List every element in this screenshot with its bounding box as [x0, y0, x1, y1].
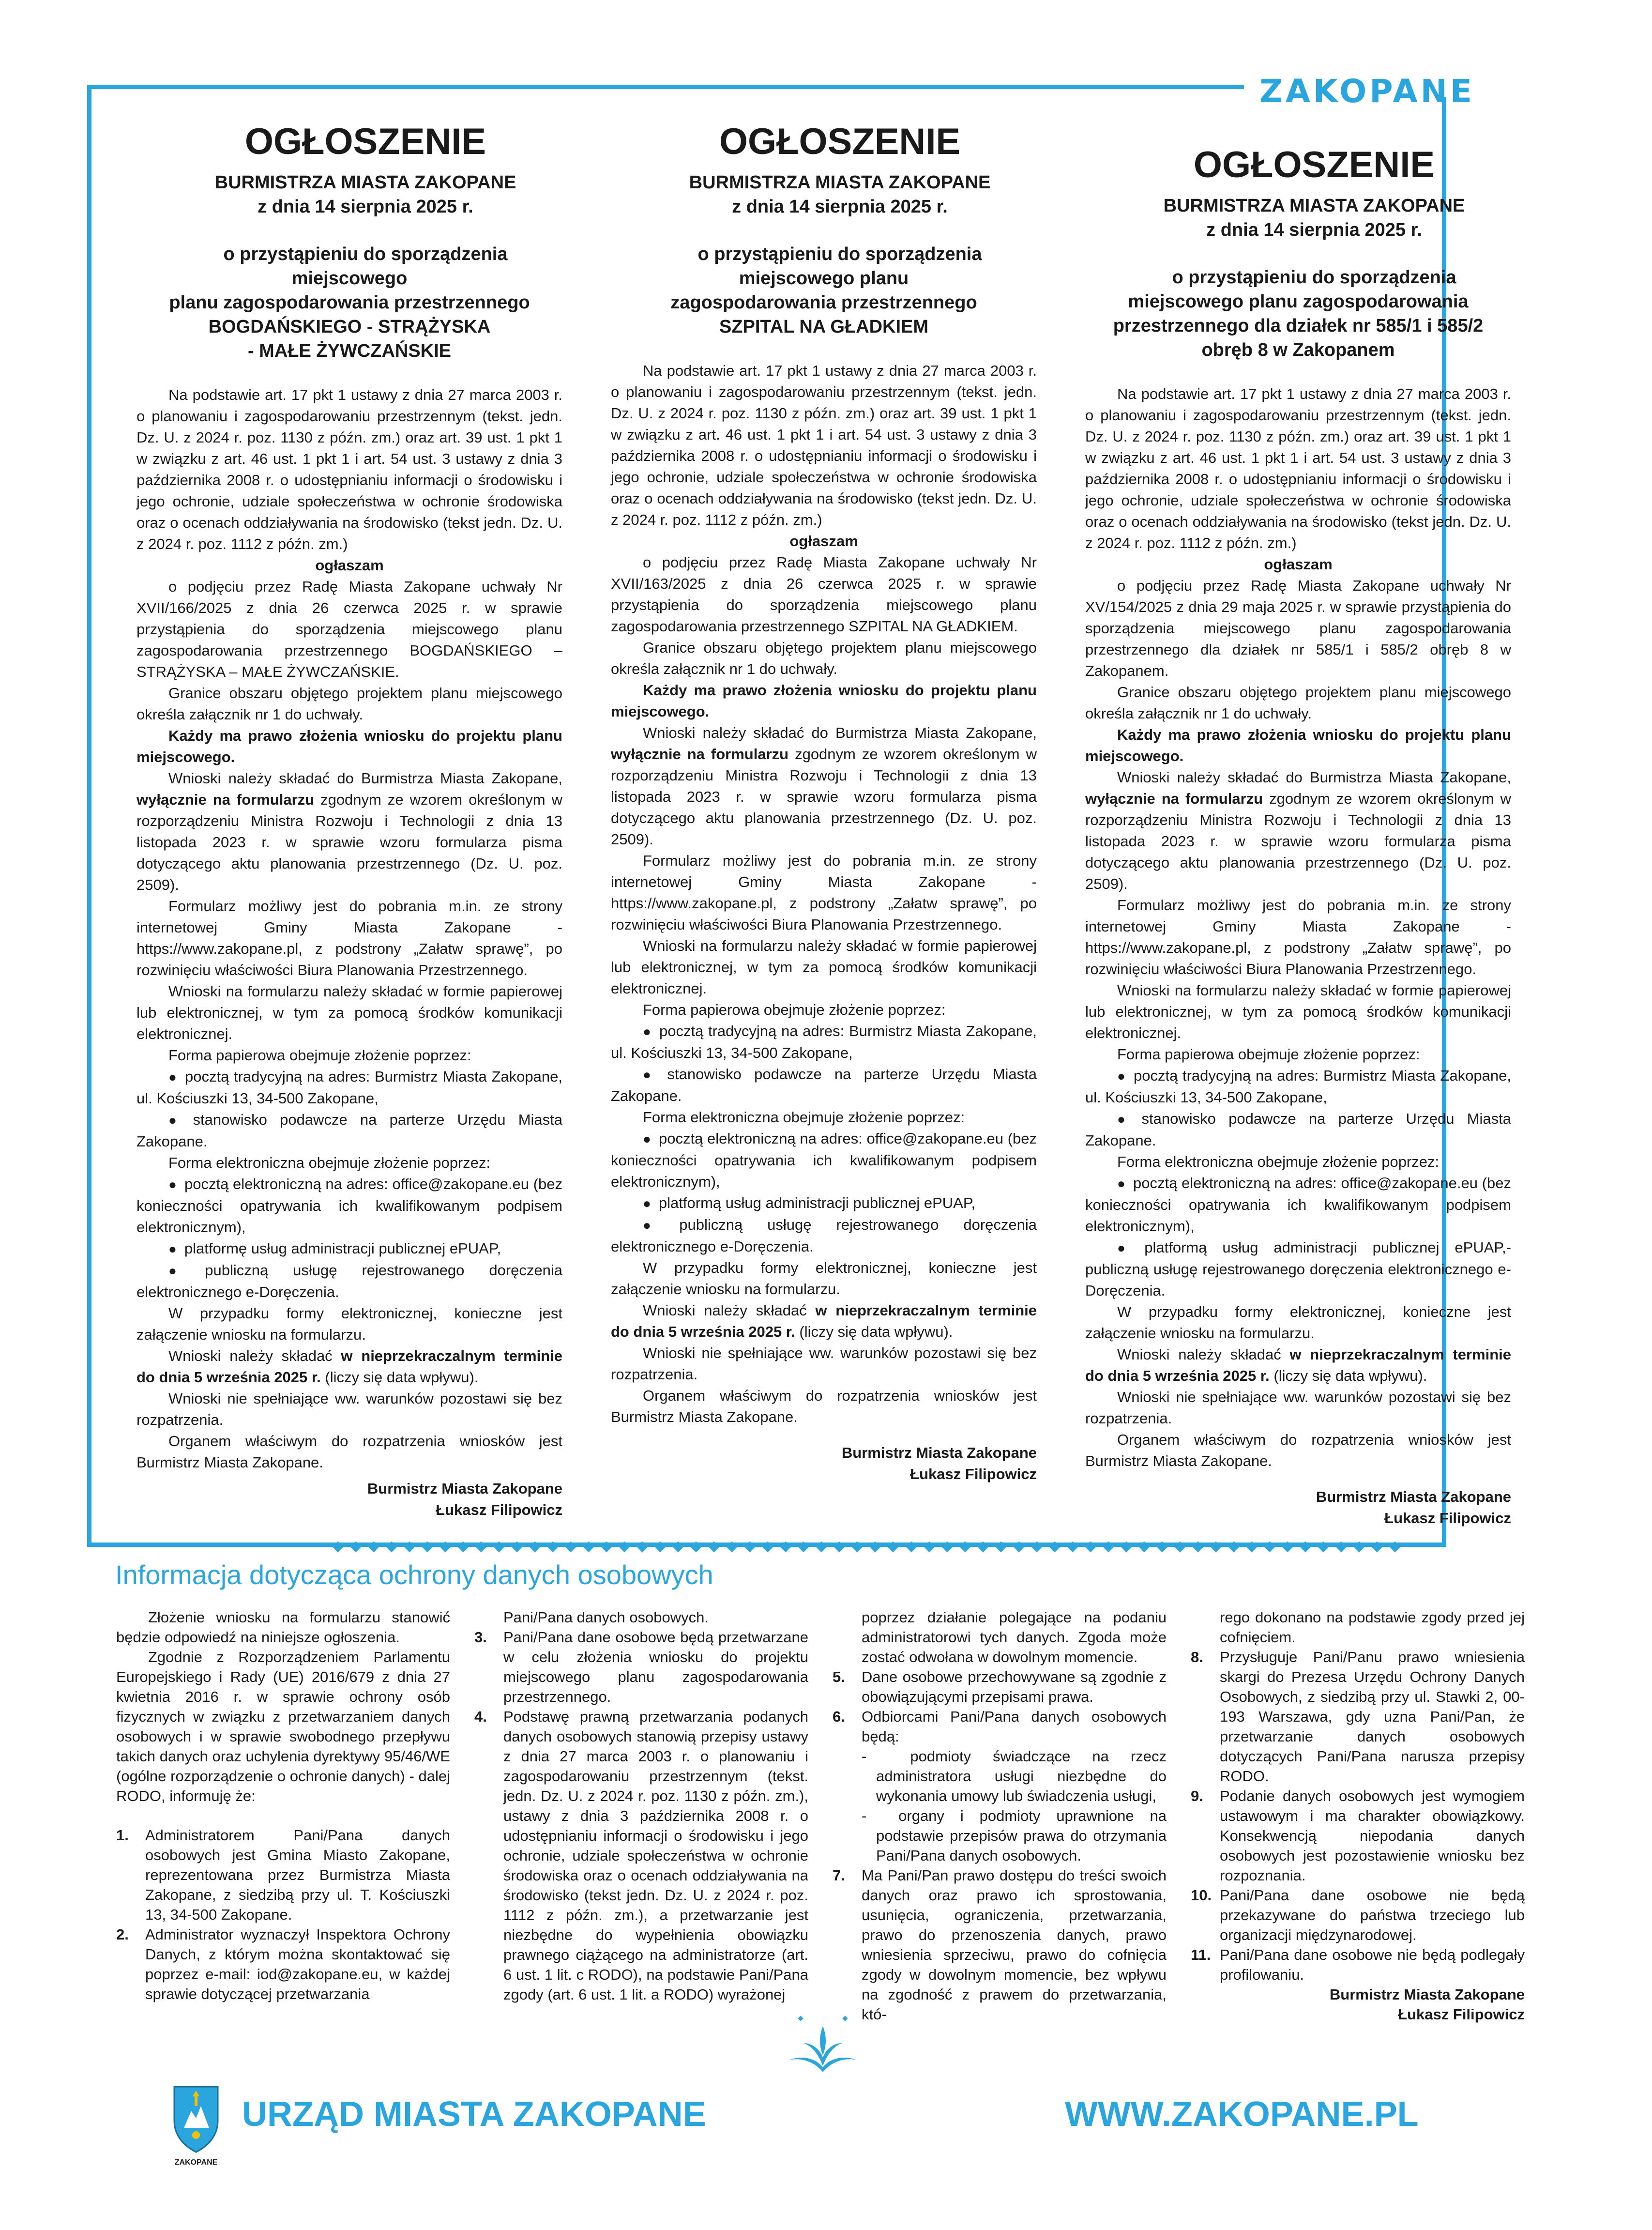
announcement-title: OGŁOSZENIE — [719, 121, 961, 162]
gdpr-intro: Złożenie wniosku na formularzu stanowić będzie odpowiedź na niniejsze ogłoszenia. — [116, 1609, 450, 1646]
paper-heading: Forma papierowa obejmuje złożenie poprzez: — [643, 1001, 946, 1018]
item-number: 4. — [474, 1708, 487, 1725]
gdpr-item — [116, 1925, 450, 2004]
divider-diamond — [762, 1542, 773, 1553]
gdpr-continuation: Pani/Pana danych osobowych. — [503, 1609, 709, 1626]
item-text: Administrator wyznaczył Inspektora Ochrony Danych, z którym można skontaktować się poprzez e-mail: iod@zakopane.eu, w każdej sprawie dotyczącej przetwarzania — [145, 1926, 450, 2002]
form-type-text: Wnioski na formularzu należy składać w formie papierowej lub elektronicznej, w tym za pomocą środków komunikacji elektronicznej. — [611, 937, 1037, 997]
electronic-note: W przypadku formy elektronicznej, konieczne jest załączenie wniosku na formularzu. — [611, 1259, 1037, 1298]
legal-basis: Na podstawie art. 17 pkt 1 ustawy z dnia 27 marca 2003 r. o planowaniu i zagospodarowaniu przestrzennym (tekst. jedn. Dz. U. z 2024 r. poz. 1130 z późn. zm.) oraz art. 39 ust. 1 pkt 1 w związku z art. 46 ust. 1 pkt 1 i art. 54 ust. 3 ustawy z dnia 3 października 2008 r. o udostępnianiu informacji o środowisku i jego ochronie, udziale społeczeństwa w ochronie środowiska oraz o ocenach oddziaływania na środowisko (tekst jedn. Dz. U. z 2024 r. poz. 1112 z późn. zm.) — [611, 362, 1037, 528]
divider-diamond — [816, 1542, 827, 1553]
boundaries-text: Granice obszaru objętego projektem planu miejscowego określa załącznik nr 1 do uchwały. — [611, 639, 1037, 677]
announcement-date: z dnia 14 sierpnia 2025 r. — [258, 197, 473, 217]
signature-name: Łukasz Filipowicz — [436, 1501, 562, 1518]
divider-diamond — [888, 1542, 899, 1553]
announcement-header — [1085, 143, 1511, 362]
submit-a: Wnioski należy składać do Burmistrza Miasta Zakopane, — [643, 724, 1037, 741]
legal-basis: Na podstawie art. 17 pkt 1 ustawy z dnia 27 marca 2003 r. o planowaniu i zagospodarowaniu przestrzennym (tekst. jedn. Dz. U. z 2024 r. poz. 1130 z późn. zm.) oraz art. 39 ust. 1 pkt 1 w związku z art. 46 ust. 1 pkt 1 i art. 54 ust. 3 ustawy z dnia 3 października 2008 r. o udostępnianiu informacji o środowisku i jego ochronie, udziale społeczeństwa w ochronie środowiska oraz o ocenach oddziaływania na środowisko (tekst jedn. Dz. U. z 2024 r. poz. 1112 z późn. zm.) — [136, 386, 562, 552]
footer-website[interactable]: WWW.ZAKOPANE.PL — [1065, 2095, 1419, 2134]
electronic-item: ● pocztą elektroniczną na adres: office@zakopane.eu (bez konieczności opatrywania ich kwalifikowanym podpisem elektronicznym), — [136, 1174, 562, 1238]
item-text: Pani/Pana dane osobowe nie będą podlegały profilowaniu. — [1220, 1946, 1525, 1983]
form-type-text: Wnioski na formularzu należy składać w formie papierowej lub elektronicznej, w tym za pomocą środków komunikacji elektronicznej. — [1085, 982, 1511, 1041]
electronic-note: W przypadku formy elektronicznej, konieczne jest załączenie wniosku na formularzu. — [1085, 1303, 1511, 1342]
divider-diamond — [1300, 1542, 1311, 1553]
divider-diamond — [422, 1542, 433, 1553]
electronic-item: ● pocztą elektroniczną na adres: office@zakopane.eu (bez konieczności opatrywania ich kwalifikowanym podpisem elektronicznym), — [611, 1128, 1037, 1192]
electronic-heading: Forma elektroniczna obejmuje złożenie poprzez: — [1117, 1153, 1440, 1170]
paper-item: ● stanowisko podawcze na parterze Urzędu Miasta Zakopane. — [611, 1064, 1037, 1107]
boundaries-text: Granice obszaru objętego projektem planu miejscowego określa załącznik nr 1 do uchwały. — [136, 685, 562, 723]
paper-item: ● pocztą tradycyjną na adres: Burmistrz Miasta Zakopane, ul. Kościuszki 13, 34-500 Zakopane, — [136, 1066, 562, 1109]
divider-diamond — [977, 1542, 988, 1553]
divider-diamond — [1228, 1542, 1239, 1553]
subject-line: BOGDAŃSKIEGO - STRĄŻYSKA — [208, 317, 491, 337]
recipient-text: organy i podmioty uprawnione na podstawie przepisów prawa do otrzymania Pani/Pana danych osobowych. — [876, 1807, 1167, 1864]
item-number: 9. — [1191, 1787, 1203, 1804]
item-text: Przysługuje Pani/Panu prawo wniesienia skargi do Prezesa Urzędu Ochrony Danych Osobowych, z siedzibą przy ul. Stawki 2, 00-193 Warszawa, gdy uzna Pani/Pan, że przetwarzanie danych osobowych dotyczących Pani/Pana narusza przepisy RODO. — [1220, 1649, 1525, 1785]
divider-diamond — [1390, 1542, 1401, 1553]
divider-diamond — [1121, 1542, 1132, 1553]
signature-title: Burmistrz Miasta Zakopane — [1329, 1986, 1525, 2003]
deadline-text — [136, 1345, 562, 1388]
subject-line: miejscowego planu zagospodarowania — [1128, 291, 1469, 312]
form-text: Formularz możliwy jest do pobrania m.in. ze strony internetowej Gminy Miasta Zakopane - https://www.zakopane.pl, z podstrony „Załatw sprawę”, po rozwinięciu właściwości Biura Planowania Przestrzennego. — [1085, 897, 1511, 978]
divider-diamond — [1372, 1542, 1383, 1553]
subject-line: - MAŁE ŻYWCZAŃSKIE — [247, 341, 452, 361]
submit-c: zgodnym ze wzorem określonym w rozporządzeniu Ministra Rozwoju i Technologii z dnia 13 listopada 2023 r. w sprawie wzoru formularza pisma dotyczącego aktu planowania przestrzennego (Dz. U. poz. 2509). — [611, 746, 1037, 848]
electronic-item: ● pocztą elektroniczną na adres: office@zakopane.eu (bez konieczności opatrywania ich kwalifikowanym podpisem elektronicznym), — [1085, 1173, 1511, 1237]
submit-text — [136, 768, 562, 896]
subject-line: obręb 8 w Zakopanem — [1201, 340, 1395, 360]
item-text: Podstawę prawną przetwarzania podanych danych osobowych stanowią przepisy ustawy z dnia 27 marca 2003 r. o planowaniu i zagospodarowaniu przestrzennym (tekst. jedn. Dz. U. z 2024 r. poz. 1130 z późn. zm.), ustawy z dnia 3 października 2008 r. o udostępnianiu informacji o środowisku i jego ochronie, udziale społeczeństwa w ochronie środowiska oraz o ocenach oddziaływania na środowisko (tekst jedn. Dz. U. z 2024 r. poz. 1112 z późn. zm.), a przetwarzanie jest niezbędne do wypełnienia obowiązku prawnego ciążącego na administratorze (art. 6 ust. 1 lit. c RODO), na podstawie Pani/Pana zgody (art. 6 ust. 1 lit. a RODO) wyrażonej — [503, 1708, 808, 2003]
item-text: Podanie danych osobowych jest wymogiem ustawowym i ma charakter obowiązkowy. Konsekwencją niepodania danych osobowych jest pozostawienie wniosku bez rozpoznania. — [1220, 1787, 1525, 1884]
divider-diamond — [1085, 1542, 1096, 1553]
electronic-heading: Forma elektroniczna obejmuje złożenie poprzez: — [643, 1109, 965, 1126]
subject-line: przestrzennego dla działek nr 585/1 i 585/2 — [1113, 316, 1484, 336]
item-text: Pani/Pana dane osobowe będą przetwarzane w celu złożenia wniosku do projektu miejscowego planu zagospodarowania przestrzennego. — [503, 1629, 808, 1705]
announcement-date: z dnia 14 sierpnia 2025 r. — [732, 197, 948, 217]
gdpr-continuation: poprzez działanie polegające na podaniu administratorowi tych danych. Zgoda może zostać odwołana w dowolnym momencie. — [862, 1609, 1167, 1665]
divider-diamond — [959, 1542, 970, 1553]
gdpr-column-2 — [474, 1607, 808, 2004]
submit-a: Wnioski należy składać do Burmistrza Miasta Zakopane, — [1117, 769, 1511, 786]
divider-diamond — [1031, 1542, 1042, 1553]
divider-diamond — [924, 1542, 935, 1553]
divider-diamond — [386, 1542, 397, 1553]
divider-diamond — [440, 1542, 451, 1553]
signature-title: Burmistrz Miasta Zakopane — [1316, 1488, 1511, 1505]
divider-diamond — [565, 1542, 576, 1553]
announce-word: ogłaszam — [315, 557, 384, 574]
divider-diamond — [1192, 1542, 1203, 1553]
signature-name: Łukasz Filipowicz — [910, 1466, 1037, 1482]
item-text: Odbiorcami Pani/Pana danych osobowych będą: — [862, 1708, 1167, 1745]
gdpr-item — [116, 1825, 450, 1925]
divider-diamond — [368, 1542, 379, 1553]
announcement-2 — [611, 120, 1037, 1485]
submit-text — [611, 722, 1037, 850]
subject-line: o przystąpieniu do sporządzenia — [697, 244, 982, 264]
announcement-subject — [611, 242, 1037, 339]
announce-word: ogłaszam — [1264, 556, 1333, 573]
subject-line: SZPITAL NA GŁADKIEM — [719, 317, 929, 337]
item-text: Dane osobowe przechowywane są zgodnie z obowiązującymi przepisami prawa. — [862, 1668, 1167, 1705]
right-text: Każdy ma prawo złożenia wniosku do projektu planu miejscowego. — [611, 682, 1037, 720]
divider-diamond — [1282, 1542, 1293, 1553]
subject-line: o przystąpieniu do sporządzenia miejscowego — [223, 244, 508, 289]
deadline-c: (liczy się data wpływu). — [799, 1323, 953, 1340]
divider-diamond — [458, 1542, 469, 1553]
crest-caption: ZAKOPANE — [174, 2158, 218, 2167]
paper-item: ● stanowisko podawcze na parterze Urzędu Miasta Zakopane. — [1085, 1108, 1511, 1151]
authority-text: Organem właściwym do rozpatrzenia wniosków jest Burmistrz Miasta Zakopane. — [611, 1387, 1037, 1425]
form-type-text: Wnioski na formularzu należy składać w formie papierowej lub elektronicznej, w tym za pomocą środków komunikacji elektronicznej. — [136, 983, 562, 1042]
divider-diamond — [1246, 1542, 1257, 1553]
deadline-text — [1085, 1344, 1511, 1387]
submit-c: zgodnym ze wzorem określonym w rozporządzeniu Ministra Rozwoju i Technologii z dnia 13 listopada 2023 r. w sprawie wzoru formularza pisma dotyczącego aktu planowania przestrzennego (Dz. U. poz. 2509). — [136, 791, 562, 893]
submit-text — [1085, 767, 1511, 895]
invalid-text: Wnioski nie spełniające ww. warunków pozostawi się bez rozpatrzenia. — [611, 1344, 1037, 1383]
subject-line: planu zagospodarowania przestrzennego — [169, 292, 530, 313]
divider-diamond — [906, 1542, 917, 1553]
recipient-item: - podmioty świadczące na rzecz administratora usługi niezbędne do wykonania umowy lub świadczenia usługi, — [862, 1748, 1167, 1804]
divider-diamond — [941, 1542, 953, 1553]
electronic-item: ● publiczną usługę rejestrowanego doręczenia elektronicznego e-Doręczenia. — [136, 1260, 562, 1303]
divider-diamond — [1067, 1542, 1078, 1553]
gdpr-item — [833, 1707, 1167, 1746]
resolution-text: o podjęciu przez Radę Miasta Zakopane uchwały Nr XVII/163/2025 z dnia 26 czerwca 2025 r. w sprawie przystąpienia do sporządzenia miejscowego planu zagospodarowania przestrzennego SZPITAL NA GŁADKIEM. — [611, 554, 1037, 635]
zakopane-logo: ZAKOPANE — [1259, 73, 1475, 110]
diamond-divider — [334, 1540, 1399, 1554]
deadline-b: w nieprzekraczalnym terminie do dnia 5 września 2025 r. — [136, 1347, 562, 1386]
divider-diamond — [404, 1542, 415, 1553]
item-text: Administratorem Pani/Pana danych osobowych jest Gmina Miasto Zakopane, reprezentowana przez Burmistrza Miasta Zakopane, z siedzibą przy ul. T. Kościuszki 13, 34-500 Zakopane. — [145, 1827, 450, 1923]
divider-diamond — [547, 1542, 559, 1553]
gdpr-item — [833, 1667, 1167, 1707]
divider-diamond — [1318, 1542, 1329, 1553]
gdpr-intro: Zgodnie z Rozporządzeniem Parlamentu Europejskiego i Rady (UE) 2016/679 z dnia 27 kwietnia 2016 r. w sprawie ochrony osób fizycznych w związku z przetwarzaniem danych osobowych i w sprawie swobodnego przepływu takich danych oraz uchylenia dyrektywy 95/46/WE (ogólne rozporządzenie o ochronie danych) - dalej RODO, informuję że: — [116, 1649, 450, 1804]
electronic-item: ● platformą usług administracji publicznej ePUAP, — [611, 1192, 1037, 1214]
deadline-b: w nieprzekraczalnym terminie do dnia 5 września 2025 r. — [611, 1302, 1037, 1340]
divider-diamond — [333, 1542, 344, 1553]
divider-diamond — [1049, 1542, 1060, 1553]
gdpr-title: Informacja dotycząca ochrony danych osobowych — [115, 1559, 713, 1590]
submit-a: Wnioski należy składać do Burmistrza Miasta Zakopane, — [168, 770, 562, 787]
divider-diamond — [673, 1542, 684, 1553]
divider-diamond — [1264, 1542, 1275, 1553]
divider-diamond — [691, 1542, 702, 1553]
announcement-title: OGŁOSZENIE — [244, 121, 486, 162]
electronic-item: ● publiczną usługę rejestrowanego doręczenia elektronicznego e-Doręczenia. — [611, 1214, 1037, 1257]
subject-line: zagospodarowania przestrzennego — [670, 292, 977, 313]
right-text: Każdy ma prawo złożenia wniosku do projektu planu miejscowego. — [1085, 726, 1511, 764]
deadline-b: w nieprzekraczalnym terminie do dnia 5 września 2025 r. — [1085, 1346, 1511, 1384]
divider-diamond — [798, 1542, 809, 1553]
gdpr-item — [474, 1707, 808, 2004]
item-text: Pani/Pana dane osobowe nie będą przekazywane do państwa trzeciego lub organizacji międzynarodowej. — [1220, 1887, 1525, 1943]
item-number: 7. — [833, 1867, 845, 1884]
announcement-issuer: BURMISTRZA MIASTA ZAKOPANE — [214, 172, 516, 193]
resolution-text: o podjęciu przez Radę Miasta Zakopane uchwały Nr XVII/166/2025 z dnia 26 czerwca 2025 r. w sprawie przystąpienia do sporządzenia miejscowego planu zagospodarowania przestrzennego BOGDAŃSKIEGO – STRĄŻYSKA – MAŁE ŻYWCZAŃSKIE. — [136, 578, 562, 680]
divider-diamond — [601, 1542, 612, 1553]
divider-diamond — [727, 1542, 738, 1553]
gdpr-column-3 — [833, 1607, 1167, 2024]
divider-diamond — [512, 1542, 523, 1553]
city-crest-icon — [169, 2082, 223, 2154]
divider-diamond — [637, 1542, 648, 1553]
footer-office-name: URZĄD MIASTA ZAKOPANE — [242, 2095, 706, 2134]
submit-b: wyłącznie na formularzu — [136, 791, 315, 808]
item-number: 8. — [1191, 1649, 1203, 1665]
gdpr-item — [474, 1627, 808, 1707]
gdpr-continuation: rego dokonano na podstawie zgody przed jej cofnięciem. — [1220, 1609, 1525, 1646]
divider-diamond — [530, 1542, 541, 1553]
announcement-header — [136, 120, 562, 363]
signature-name: Łukasz Filipowicz — [1384, 1510, 1511, 1527]
divider-diamond — [834, 1542, 845, 1553]
subject-line: o przystąpieniu do sporządzenia — [1172, 267, 1456, 288]
signature-title: Burmistrz Miasta Zakopane — [367, 1480, 562, 1497]
divider-diamond — [1210, 1542, 1221, 1553]
gdpr-item — [1191, 1945, 1525, 1985]
divider-diamond — [1174, 1542, 1185, 1553]
submit-b: wyłącznie na formularzu — [1085, 790, 1263, 807]
announcement-1 — [136, 120, 562, 1521]
divider-diamond — [1013, 1542, 1024, 1553]
divider-diamond — [709, 1542, 720, 1553]
deadline-c: (liczy się data wpływu). — [1273, 1367, 1427, 1384]
authority-text: Organem właściwym do rozpatrzenia wniosków jest Burmistrz Miasta Zakopane. — [136, 1433, 562, 1471]
announcement-title: OGŁOSZENIE — [1193, 144, 1435, 185]
announcement-subject — [136, 242, 562, 363]
announcement-date: z dnia 14 sierpnia 2025 r. — [1206, 220, 1422, 240]
resolution-text: o podjęciu przez Radę Miasta Zakopane uchwały Nr XV/154/2025 z dnia 29 maja 2025 r. w sprawie przystąpienia do sporządzenia miejscowego planu zagospodarowania przestrzennego dla działek nr 585/1 i 585/2 obręb 8 w Zakopanem. — [1085, 577, 1511, 679]
divider-diamond — [350, 1542, 362, 1553]
deadline-a: Wnioski należy składać — [643, 1302, 807, 1319]
deadline-c: (liczy się data wpływu). — [325, 1369, 479, 1386]
deadline-a: Wnioski należy składać — [1117, 1346, 1281, 1363]
divider-diamond — [1354, 1542, 1365, 1553]
subject-line: miejscowego planu — [739, 268, 909, 289]
recipient-item: - organy i podmioty uprawnione na podstawie przepisów prawa do otrzymania Pani/Pana danych osobowych. — [862, 1807, 1167, 1864]
paper-item: ● pocztą tradycyjną na adres: Burmistrz Miasta Zakopane, ul. Kościuszki 13, 34-500 Zakopane, — [1085, 1065, 1511, 1108]
deadline-a: Wnioski należy składać — [168, 1347, 333, 1364]
divider-diamond — [852, 1542, 863, 1553]
divider-diamond — [476, 1542, 487, 1553]
divider-diamond — [655, 1542, 666, 1553]
divider-diamond — [1156, 1542, 1167, 1553]
item-number: 1. — [116, 1827, 129, 1844]
divider-diamond — [494, 1542, 505, 1553]
form-text: Formularz możliwy jest do pobrania m.in. ze strony internetowej Gminy Miasta Zakopane - https://www.zakopane.pl, z podstrony „Załatw sprawę”, po rozwinięciu właściwości Biura Planowania Przestrzennego. — [611, 852, 1037, 933]
form-text: Formularz możliwy jest do pobrania m.in. ze strony internetowej Gminy Miasta Zakopane - https://www.zakopane.pl, z podstrony „Załatw sprawę”, po rozwinięciu właściwości Biura Planowania Przestrzennego. — [136, 898, 562, 978]
submit-b: wyłącznie na formularzu — [611, 746, 789, 763]
invalid-text: Wnioski nie spełniające ww. warunków pozostawi się bez rozpatrzenia. — [136, 1390, 562, 1428]
signature-name: Łukasz Filipowicz — [1398, 2006, 1525, 2023]
gdpr-item — [1191, 1786, 1525, 1885]
announcement-header — [611, 120, 1037, 339]
divider-diamond — [1336, 1542, 1347, 1553]
electronic-item: ● platformą usług administracji publicznej ePUAP,- publiczną usługę rejestrowanego doręczenia elektronicznego e-Doręczenia. — [1085, 1237, 1511, 1301]
gdpr-item — [1191, 1647, 1525, 1786]
invalid-text: Wnioski nie spełniające ww. warunków pozostawi się bez rozpatrzenia. — [1085, 1389, 1511, 1427]
signature-title: Burmistrz Miasta Zakopane — [841, 1444, 1037, 1461]
item-number: 2. — [116, 1926, 129, 1943]
gdpr-column-1 — [116, 1607, 450, 2004]
announcement-issuer: BURMISTRZA MIASTA ZAKOPANE — [689, 172, 991, 193]
recipient-text: podmioty świadczące na rzecz administratora usługi niezbędne do wykonania umowy lub świadczenia usługi, — [876, 1748, 1167, 1804]
right-text: Każdy ma prawo złożenia wniosku do projektu planu miejscowego. — [136, 727, 562, 765]
electronic-heading: Forma elektroniczna obejmuje złożenie poprzez: — [168, 1154, 491, 1171]
item-number: 3. — [474, 1629, 487, 1646]
announcement-3 — [1085, 143, 1511, 1529]
announce-word: ogłaszam — [789, 533, 858, 550]
divider-diamond — [583, 1542, 594, 1553]
divider-diamond — [870, 1542, 881, 1553]
divider-diamond — [619, 1542, 630, 1553]
item-number: 11. — [1191, 1946, 1211, 1963]
divider-diamond — [1138, 1542, 1150, 1553]
gdpr-column-4 — [1191, 1607, 1525, 2024]
divider-diamond — [744, 1542, 756, 1553]
electronic-item: ● platformę usług administracji publicznej ePUAP, — [136, 1238, 562, 1260]
item-number: 6. — [833, 1708, 845, 1725]
submit-c: zgodnym ze wzorem określonym w rozporządzeniu Ministra Rozwoju i Technologii z dnia 13 listopada 2023 r. w sprawie wzoru formularza pisma dotyczącego aktu planowania przestrzennego (Dz. U. poz. 2509). — [1085, 790, 1511, 892]
divider-diamond — [995, 1542, 1006, 1553]
paper-item: ● pocztą tradycyjną na adres: Burmistrz Miasta Zakopane, ul. Kościuszki 13, 34-500 Zakopane, — [611, 1021, 1037, 1064]
boundaries-text: Granice obszaru objętego projektem planu miejscowego określa załącznik nr 1 do uchwały. — [1085, 684, 1511, 722]
gdpr-item — [1191, 1885, 1525, 1945]
announcement-subject — [1085, 265, 1511, 362]
deadline-text — [611, 1300, 1037, 1343]
announcement-issuer: BURMISTRZA MIASTA ZAKOPANE — [1163, 196, 1465, 216]
legal-basis: Na podstawie art. 17 pkt 1 ustawy z dnia 27 marca 2003 r. o planowaniu i zagospodarowaniu przestrzennym (tekst. jedn. Dz. U. z 2024 r. poz. 1130 z późn. zm.) oraz art. 39 ust. 1 pkt 1 w związku z art. 46 ust. 1 pkt 1 i art. 54 ust. 3 ustawy z dnia 3 października 2008 r. o udostępnianiu informacji o środowisku i jego ochronie, udziale społeczeństwa w ochronie środowiska oraz o ocenach oddziaływania na środowisko (tekst jedn. Dz. U. z 2024 r. poz. 1112 z późn. zm.) — [1085, 385, 1511, 551]
gdpr-item — [833, 1865, 1167, 2024]
item-number: 10. — [1191, 1887, 1212, 1904]
item-number: 5. — [833, 1668, 845, 1685]
electronic-note: W przypadku formy elektronicznej, konieczne jest załączenie wniosku na formularzu. — [136, 1305, 562, 1343]
sprout-ornament-icon — [784, 2012, 862, 2075]
authority-text: Organem właściwym do rozpatrzenia wniosków jest Burmistrz Miasta Zakopane. — [1085, 1431, 1511, 1469]
paper-item: ● stanowisko podawcze na parterze Urzędu Miasta Zakopane. — [136, 1109, 562, 1152]
item-text: Ma Pani/Pan prawo dostępu do treści swoich danych oraz prawo ich sprostowania, usunięcia, ograniczenia, przetwarzania, prawo do przenoszenia danych, prawo wniesienia sprzeciwu, prawo do cofnięcia zgody w dowolnym momencie, bez wpływu na zgodność z prawem do przetwarzania, któ- — [862, 1867, 1167, 2023]
paper-heading: Forma papierowa obejmuje złożenie poprzez: — [168, 1047, 471, 1064]
paper-heading: Forma papierowa obejmuje złożenie poprzez: — [1117, 1046, 1420, 1063]
divider-diamond — [780, 1542, 791, 1553]
divider-diamond — [1103, 1542, 1114, 1553]
